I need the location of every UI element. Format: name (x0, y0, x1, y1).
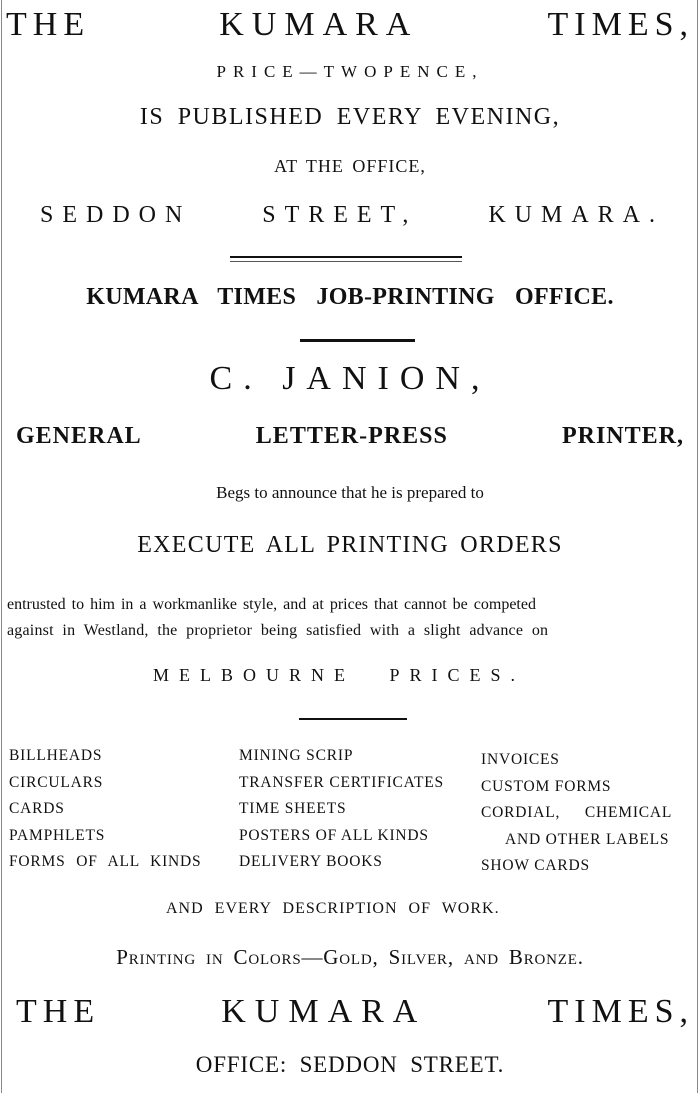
body-line-1 (7, 596, 697, 614)
masthead-word-times: TIMES, (547, 6, 694, 43)
bottom-masthead (16, 993, 694, 1031)
service-item: INVOICES (481, 751, 560, 768)
service-item: CIRCULARS (9, 773, 104, 791)
execute-line: EXECUTE ALL PRINTING ORDERS (137, 532, 563, 558)
service-item: FORMS OF ALL KINDS (9, 853, 202, 870)
colors-line (0, 945, 700, 970)
service-item: AND OTHER LABELS (505, 830, 670, 848)
double-rule-top (230, 256, 462, 258)
service-item: PAMPHLETS (9, 826, 106, 844)
title-printer: PRINTER, (561, 423, 684, 449)
masthead-word-the: THE (6, 6, 91, 43)
service-item: CORDIAL, CHEMICAL (481, 804, 673, 821)
at-office-line: AT THE OFFICE, (274, 156, 426, 176)
service-item: BILLHEADS (9, 747, 103, 764)
address-seddon: SEDDON (40, 202, 192, 228)
service-item: TIME SHEETS (239, 800, 347, 817)
bottom-masthead-times: TIMES, (547, 993, 694, 1030)
address-street: STREET, (262, 202, 418, 228)
published-line: IS PUBLISHED EVERY EVENING, (139, 104, 561, 130)
bottom-office-line: OFFICE: SEDDON STREET. (195, 1052, 505, 1077)
service-item: MINING SCRIP (239, 747, 354, 764)
short-rule-1 (300, 339, 415, 342)
services-col-1 (9, 743, 201, 876)
printer-name: C. JANION, (209, 360, 491, 397)
printer-title (16, 423, 684, 450)
title-general: GENERAL (16, 423, 142, 449)
melbourne-prices (153, 665, 573, 686)
double-rule-bottom (230, 261, 462, 262)
service-item: TRANSFER CERTIFICATES (239, 773, 444, 791)
services-col-2 (239, 743, 444, 876)
colors-text: Printing in Colors—Gold, Silver, and Bronze. (116, 945, 584, 969)
service-item: POSTERS OF ALL KINDS (239, 826, 429, 844)
every-description-line: AND EVERY DESCRIPTION OF WORK. (166, 900, 500, 917)
short-rule-2 (299, 718, 407, 720)
body-text-2: against in Westland, the proprietor being satisfied with a slight advance on (7, 622, 549, 639)
services-col-3 (481, 747, 672, 880)
service-item: CARDS (9, 800, 65, 817)
service-item: CUSTOM FORMS (481, 777, 612, 795)
body-text-1: entrusted to him in a workmanlike style, and at prices that cannot be competed (7, 596, 536, 613)
announce-line: Begs to announce that he is prepared to (216, 483, 484, 502)
title-letterpress: LETTER-PRESS (255, 423, 448, 449)
price-line: PRICE—TWOPENCE, (216, 62, 484, 81)
service-item: DELIVERY BOOKS (239, 853, 383, 870)
job-office-heading: KUMARA TIMES JOB-PRINTING OFFICE. (86, 284, 614, 310)
bottom-masthead-kumara: KUMARA (221, 993, 427, 1030)
service-item: SHOW CARDS (481, 857, 590, 874)
melbourne-word: MELBOURNE (153, 665, 355, 685)
prices-word: PRICES. (389, 665, 526, 685)
top-masthead (6, 6, 694, 44)
bottom-masthead-the: THE (16, 993, 101, 1030)
address-kumara: KUMARA. (488, 202, 664, 228)
masthead-word-kumara: KUMARA (219, 6, 419, 43)
body-line-2 (7, 622, 697, 640)
address-line (40, 202, 664, 229)
